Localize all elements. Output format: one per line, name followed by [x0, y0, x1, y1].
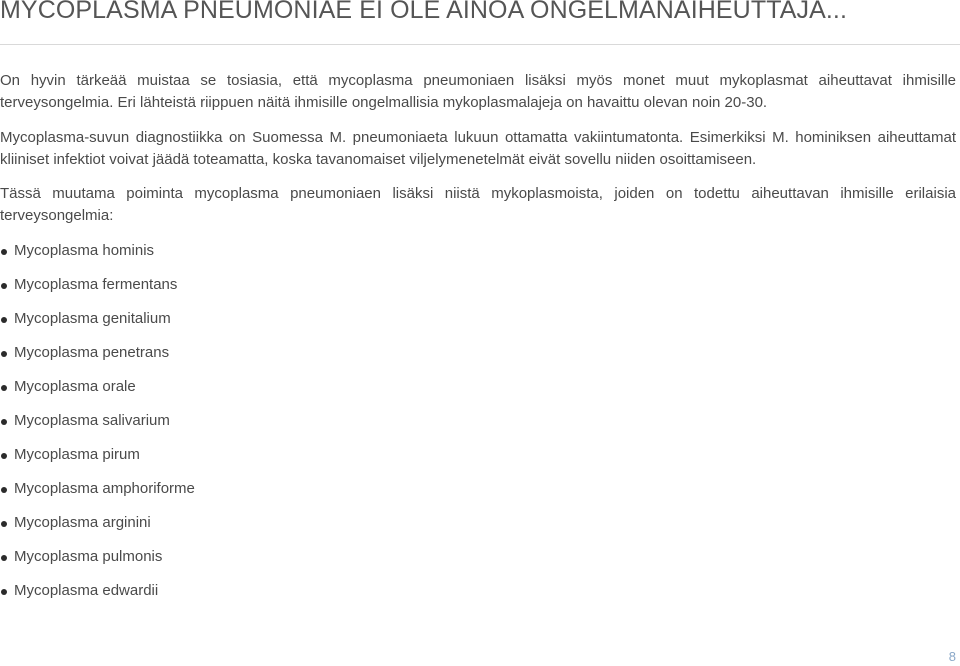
intro-paragraph: On hyvin tärkeää muistaa se tosiasia, että mycoplasma pneumoniaen lisäksi myös monet muut mykoplasmat aiheuttavat ihmisille terveysongelmia. Eri lähteistä riippuen näitä ihmisille ongelmallisia mykoplasmalajeja on havaittu olevan noin 20-30.	[0, 72, 956, 111]
bullet-icon	[1, 589, 7, 595]
list-item-label: Mycoplasma salivarium	[14, 412, 170, 429]
bullet-icon	[1, 249, 7, 255]
list-item	[0, 580, 195, 614]
list-item	[0, 478, 195, 512]
bullet-icon	[1, 385, 7, 391]
species-list	[0, 240, 195, 614]
bullet-icon	[1, 351, 7, 357]
bullet-icon	[1, 555, 7, 561]
list-item-label: Mycoplasma edwardii	[14, 582, 159, 599]
bullet-icon	[1, 419, 7, 425]
list-item-label: Mycoplasma fermentans	[14, 276, 178, 293]
list-intro-paragraph: Tässä muutama poiminta mycoplasma pneumoniaen lisäksi niistä mykoplasmoista, joiden on todettu aiheuttavan ihmisille erilaisia terveysongelmia:	[0, 185, 956, 224]
bullet-icon	[1, 521, 7, 527]
title-divider	[0, 44, 960, 45]
list-item	[0, 376, 195, 410]
list-item	[0, 444, 195, 478]
bullet-icon	[1, 317, 7, 323]
list-item	[0, 546, 195, 580]
list-item	[0, 410, 195, 444]
page-number: 8	[948, 649, 956, 664]
list-item	[0, 274, 195, 308]
list-item-label: Mycoplasma penetrans	[14, 344, 170, 361]
bullet-icon	[1, 487, 7, 493]
list-item-label: Mycoplasma genitalium	[14, 310, 171, 327]
list-item-label: Mycoplasma pulmonis	[14, 548, 163, 565]
list-item-label: Mycoplasma pirum	[14, 446, 140, 463]
page-title: MYCOPLASMA PNEUMONIAE EI OLE AINOA ONGELMANAIHEUTTAJA...	[0, 0, 847, 24]
list-item	[0, 342, 195, 376]
bullet-icon	[1, 453, 7, 459]
list-item-label: Mycoplasma amphoriforme	[14, 480, 195, 497]
list-item-label: Mycoplasma orale	[14, 378, 136, 395]
list-item-label: Mycoplasma arginini	[14, 514, 151, 531]
list-item-label: Mycoplasma hominis	[14, 242, 155, 259]
bullet-icon	[1, 283, 7, 289]
diagnostics-paragraph: Mycoplasma-suvun diagnostiikka on Suomessa M. pneumoniaeta lukuun ottamatta vakiintumatonta. Esimerkiksi M. hominiksen aiheuttamat kliiniset infektiot voivat jäädä toteamatta, koska tavanomaiset viljelymenetelmät eivät sovellu niiden osoittamiseen.	[0, 129, 956, 168]
list-item	[0, 512, 195, 546]
list-item	[0, 240, 195, 274]
list-item	[0, 308, 195, 342]
